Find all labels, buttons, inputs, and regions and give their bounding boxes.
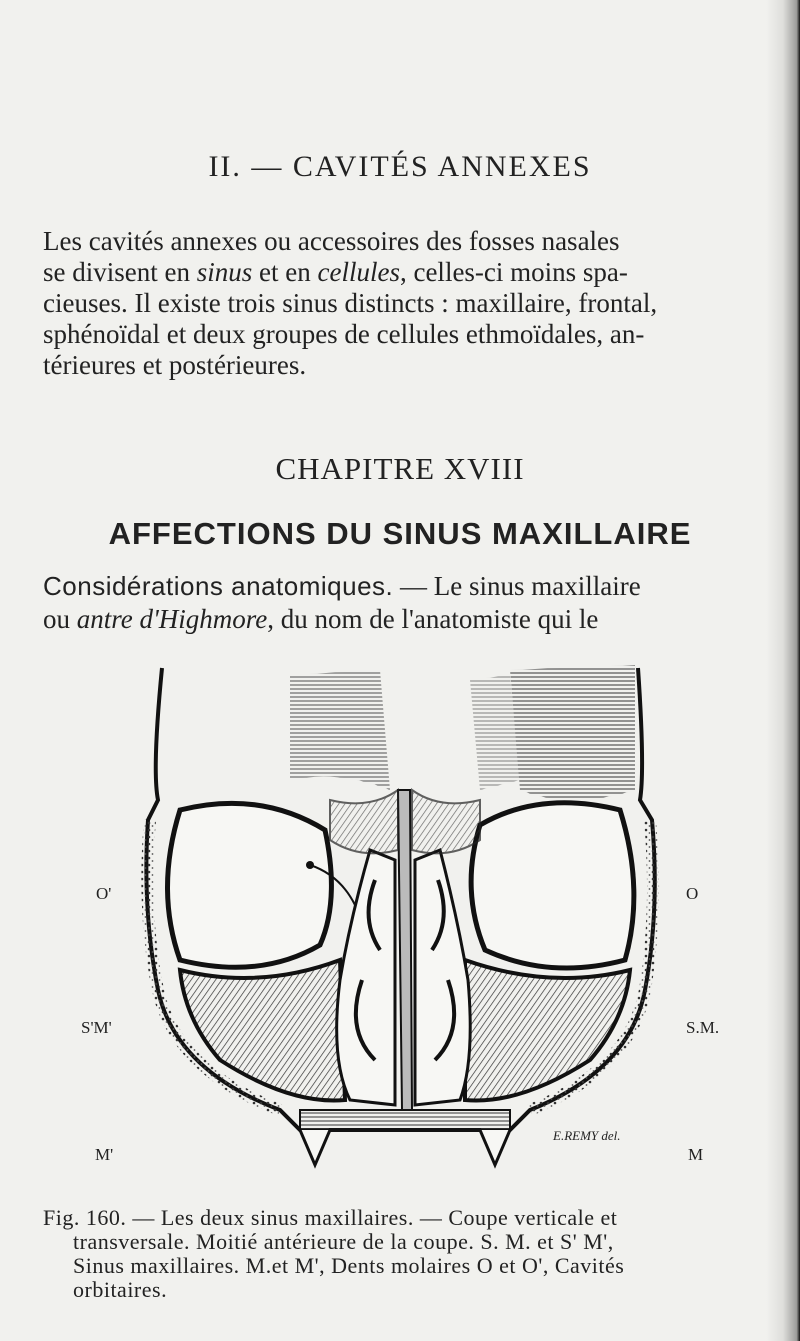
figure-caption — [43, 1206, 765, 1302]
illustrator-signature: E.REMY del. — [553, 1128, 621, 1143]
intro-line: se divisent en sinus et en cellules, celles-ci moins spa- — [43, 257, 628, 287]
page-edge-shadow — [766, 0, 800, 1341]
label-left-orbit: O' — [96, 884, 112, 903]
label-right-orbit: O — [686, 884, 699, 903]
nasal-septum — [398, 790, 412, 1110]
term-antre: antre d'Highmore — [76, 604, 268, 634]
term-sinus: sinus — [196, 257, 253, 287]
intro-paragraph — [43, 226, 765, 381]
chapter-title: CHAPITRE XVIII — [275, 451, 525, 486]
caption-line: Sinus maxillaires. M.et M', Dents molaires O et O', Cavités — [73, 1253, 625, 1278]
sinus-illustration — [140, 660, 670, 1180]
term-cellules: cellules — [317, 257, 400, 287]
label-right-sinus: S.M. — [686, 1018, 720, 1037]
intro-line: cieuses. Il existe trois sinus distincts : maxillaire, frontal, — [43, 288, 658, 318]
intro-line: Les cavités annexes ou accessoires des fosses nasales — [43, 226, 620, 256]
section-heading: II. — CAVITÉS ANNEXES — [208, 150, 592, 183]
left-maxillary-sinus — [180, 960, 345, 1101]
label-left-molar: M' — [95, 1145, 114, 1164]
frontal-hatching — [290, 670, 390, 790]
left-orbit — [168, 803, 332, 967]
palate — [300, 1110, 510, 1130]
label-right-molar: M — [688, 1145, 704, 1164]
right-maxillary-sinus — [465, 960, 630, 1101]
considerations-line: ou antre d'Highmore, du nom de l'anatomiste qui le — [43, 604, 599, 634]
teeth — [300, 1130, 510, 1165]
caption-line: Fig. 160. — Les deux sinus maxillaires. — Coupe verticale et — [43, 1205, 618, 1230]
right-orbit — [471, 803, 634, 968]
ethmoid-cells — [330, 790, 398, 853]
label-left-sinus: S'M' — [81, 1018, 112, 1037]
considerations-line: Considérations anatomiques. — Le sinus maxillaire — [43, 571, 641, 601]
considerations-paragraph — [43, 570, 765, 636]
chapter-subtitle: AFFECTIONS DU SINUS MAXILLAIRE — [108, 516, 692, 551]
intro-line: térieures et postérieures. — [43, 350, 307, 380]
intro-line: sphénoïdal et deux groupes de cellules ethmoïdales, an- — [43, 319, 645, 349]
run-in-heading: Considérations anatomiques. — [43, 571, 394, 601]
caption-line: orbitaires. — [73, 1277, 168, 1302]
caption-line: transversale. Moitié antérieure de la coupe. S. M. et S' M', — [73, 1229, 614, 1254]
